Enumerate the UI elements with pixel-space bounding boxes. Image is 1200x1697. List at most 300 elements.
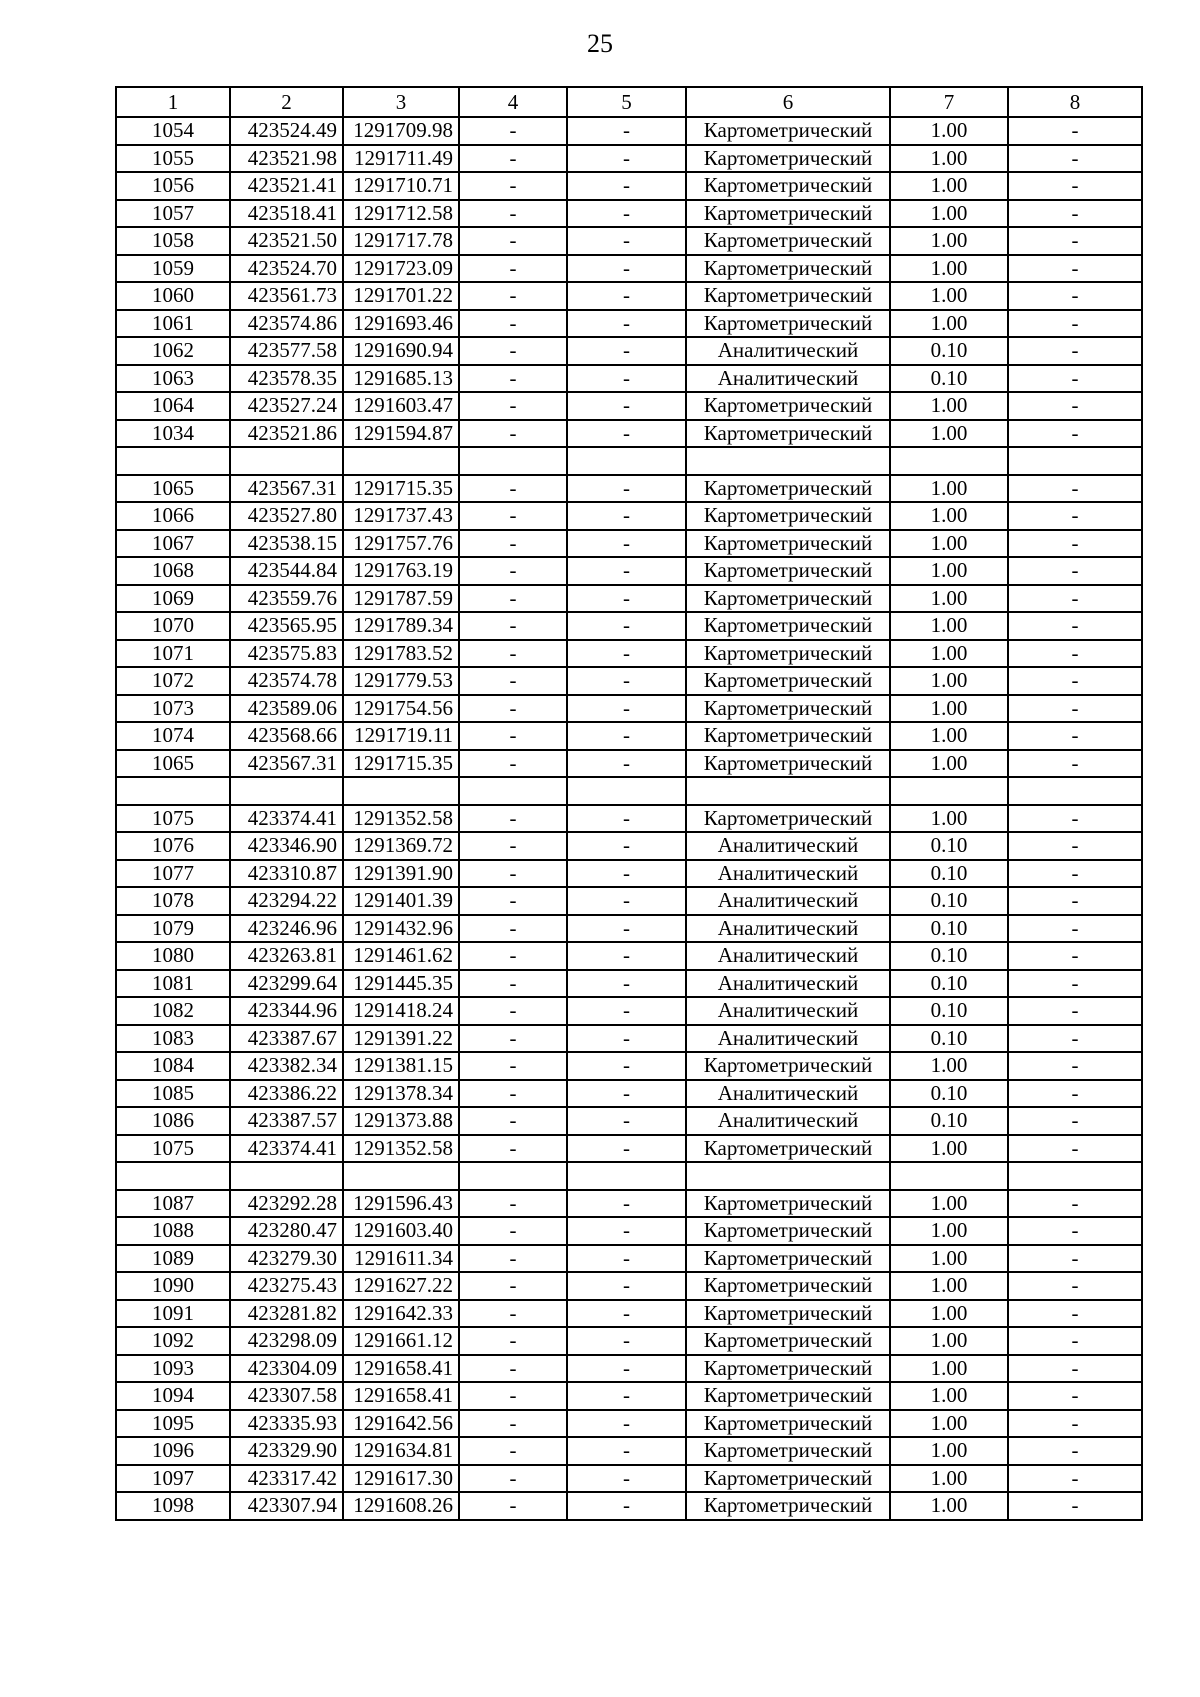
method-cell: Картометрический (686, 392, 890, 420)
accuracy-cell: 1.00 (890, 1245, 1008, 1273)
y-coordinate-cell: 1291715.35 (343, 750, 459, 778)
table-row (116, 227, 1142, 255)
x-coordinate-cell: 423589.06 (230, 695, 343, 723)
method-cell: Аналитический (686, 970, 890, 998)
table-row (116, 1107, 1142, 1135)
method-cell: Картометрический (686, 172, 890, 200)
column-4-value-cell: - (459, 805, 567, 833)
column-8-value-cell: - (1008, 1437, 1142, 1465)
table-row (116, 1382, 1142, 1410)
method-cell (686, 1162, 890, 1190)
y-coordinate-cell: 1291378.34 (343, 1080, 459, 1108)
y-coordinate-cell (343, 1162, 459, 1190)
accuracy-cell: 1.00 (890, 1327, 1008, 1355)
column-5-value-cell: - (567, 667, 686, 695)
point-number-cell: 1072 (116, 667, 230, 695)
accuracy-cell: 1.00 (890, 282, 1008, 310)
column-4-value-cell: - (459, 750, 567, 778)
table-header (116, 87, 1142, 117)
column-4-value-cell: - (459, 1052, 567, 1080)
method-cell: Картометрический (686, 145, 890, 173)
column-8-value-cell: - (1008, 1052, 1142, 1080)
x-coordinate-cell: 423524.70 (230, 255, 343, 283)
column-8-value-cell: - (1008, 117, 1142, 145)
method-cell: Аналитический (686, 997, 890, 1025)
x-coordinate-cell: 423307.58 (230, 1382, 343, 1410)
column-header-7: 7 (890, 87, 1008, 117)
column-5-value-cell: - (567, 255, 686, 283)
point-number-cell: 1061 (116, 310, 230, 338)
method-cell: Картометрический (686, 1382, 890, 1410)
x-coordinate-cell: 423527.24 (230, 392, 343, 420)
column-5-value-cell: - (567, 392, 686, 420)
column-5-value-cell: - (567, 1272, 686, 1300)
y-coordinate-cell: 1291685.13 (343, 365, 459, 393)
y-coordinate-cell: 1291445.35 (343, 970, 459, 998)
x-coordinate-cell: 423567.31 (230, 750, 343, 778)
table-row (116, 805, 1142, 833)
x-coordinate-cell: 423521.86 (230, 420, 343, 448)
method-cell: Картометрический (686, 722, 890, 750)
point-number-cell: 1054 (116, 117, 230, 145)
y-coordinate-cell: 1291608.26 (343, 1492, 459, 1520)
x-coordinate-cell (230, 1162, 343, 1190)
y-coordinate-cell: 1291715.35 (343, 475, 459, 503)
column-4-value-cell: - (459, 667, 567, 695)
point-number-cell: 1060 (116, 282, 230, 310)
accuracy-cell: 0.10 (890, 337, 1008, 365)
column-header-8: 8 (1008, 87, 1142, 117)
point-number-cell: 1081 (116, 970, 230, 998)
x-coordinate-cell: 423279.30 (230, 1245, 343, 1273)
column-8-value-cell: - (1008, 1025, 1142, 1053)
x-coordinate-cell: 423387.67 (230, 1025, 343, 1053)
method-cell: Аналитический (686, 365, 890, 393)
accuracy-cell (890, 447, 1008, 475)
x-coordinate-cell: 423544.84 (230, 557, 343, 585)
x-coordinate-cell: 423575.83 (230, 640, 343, 668)
y-coordinate-cell: 1291709.98 (343, 117, 459, 145)
column-5-value-cell: - (567, 282, 686, 310)
accuracy-cell: 0.10 (890, 887, 1008, 915)
x-coordinate-cell: 423275.43 (230, 1272, 343, 1300)
point-number-cell: 1034 (116, 420, 230, 448)
y-coordinate-cell: 1291596.43 (343, 1190, 459, 1218)
x-coordinate-cell: 423344.96 (230, 997, 343, 1025)
column-4-value-cell: - (459, 860, 567, 888)
x-coordinate-cell: 423346.90 (230, 832, 343, 860)
column-8-value-cell: - (1008, 200, 1142, 228)
column-4-value-cell: - (459, 282, 567, 310)
column-8-value-cell: - (1008, 1190, 1142, 1218)
point-number-cell: 1088 (116, 1217, 230, 1245)
accuracy-cell: 1.00 (890, 667, 1008, 695)
method-cell: Картометрический (686, 1465, 890, 1493)
column-8-value-cell: - (1008, 255, 1142, 283)
y-coordinate-cell: 1291369.72 (343, 832, 459, 860)
x-coordinate-cell: 423307.94 (230, 1492, 343, 1520)
y-coordinate-cell: 1291711.49 (343, 145, 459, 173)
column-5-value-cell: - (567, 695, 686, 723)
y-coordinate-cell: 1291719.11 (343, 722, 459, 750)
column-8-value-cell: - (1008, 310, 1142, 338)
table-row (116, 1410, 1142, 1438)
x-coordinate-cell: 423567.31 (230, 475, 343, 503)
table-body (116, 117, 1142, 1520)
column-8-value-cell (1008, 1162, 1142, 1190)
y-coordinate-cell: 1291373.88 (343, 1107, 459, 1135)
y-coordinate-cell: 1291642.56 (343, 1410, 459, 1438)
y-coordinate-cell: 1291661.12 (343, 1327, 459, 1355)
point-number-cell: 1074 (116, 722, 230, 750)
y-coordinate-cell: 1291611.34 (343, 1245, 459, 1273)
column-5-value-cell (567, 777, 686, 805)
method-cell: Картометрический (686, 1245, 890, 1273)
y-coordinate-cell: 1291757.76 (343, 530, 459, 558)
column-5-value-cell: - (567, 1492, 686, 1520)
point-number-cell: 1080 (116, 942, 230, 970)
point-number-cell: 1068 (116, 557, 230, 585)
table-row (116, 667, 1142, 695)
accuracy-cell: 1.00 (890, 585, 1008, 613)
column-5-value-cell: - (567, 805, 686, 833)
point-number-cell: 1067 (116, 530, 230, 558)
table-row (116, 1162, 1142, 1190)
column-4-value-cell: - (459, 1437, 567, 1465)
point-number-cell: 1066 (116, 502, 230, 530)
point-number-cell: 1084 (116, 1052, 230, 1080)
y-coordinate-cell: 1291754.56 (343, 695, 459, 723)
point-number-cell: 1069 (116, 585, 230, 613)
accuracy-cell: 1.00 (890, 1410, 1008, 1438)
x-coordinate-cell: 423374.41 (230, 1135, 343, 1163)
x-coordinate-cell (230, 447, 343, 475)
point-number-cell: 1087 (116, 1190, 230, 1218)
column-5-value-cell: - (567, 227, 686, 255)
column-5-value-cell: - (567, 887, 686, 915)
column-4-value-cell: - (459, 1025, 567, 1053)
y-coordinate-cell: 1291717.78 (343, 227, 459, 255)
column-8-value-cell: - (1008, 1410, 1142, 1438)
table-row (116, 695, 1142, 723)
point-number-cell: 1086 (116, 1107, 230, 1135)
accuracy-cell: 1.00 (890, 1465, 1008, 1493)
point-number-cell: 1095 (116, 1410, 230, 1438)
column-8-value-cell: - (1008, 750, 1142, 778)
table-row (116, 832, 1142, 860)
method-cell: Картометрический (686, 1272, 890, 1300)
table-row (116, 420, 1142, 448)
column-header-1: 1 (116, 87, 230, 117)
method-cell: Картометрический (686, 1190, 890, 1218)
column-5-value-cell: - (567, 310, 686, 338)
x-coordinate-cell: 423521.50 (230, 227, 343, 255)
point-number-cell: 1073 (116, 695, 230, 723)
point-number-cell: 1078 (116, 887, 230, 915)
column-8-value-cell: - (1008, 1465, 1142, 1493)
column-8-value-cell: - (1008, 1135, 1142, 1163)
accuracy-cell: 1.00 (890, 310, 1008, 338)
column-8-value-cell: - (1008, 502, 1142, 530)
column-4-value-cell: - (459, 585, 567, 613)
table-row (116, 145, 1142, 173)
column-4-value-cell: - (459, 832, 567, 860)
table-row (116, 255, 1142, 283)
accuracy-cell: 1.00 (890, 145, 1008, 173)
point-number-cell: 1070 (116, 612, 230, 640)
point-number-cell: 1063 (116, 365, 230, 393)
column-8-value-cell: - (1008, 970, 1142, 998)
y-coordinate-cell: 1291432.96 (343, 915, 459, 943)
column-8-value-cell: - (1008, 640, 1142, 668)
table-row (116, 970, 1142, 998)
column-8-value-cell: - (1008, 1080, 1142, 1108)
method-cell: Картометрический (686, 1217, 890, 1245)
column-8-value-cell: - (1008, 722, 1142, 750)
x-coordinate-cell: 423518.41 (230, 200, 343, 228)
column-4-value-cell: - (459, 1327, 567, 1355)
x-coordinate-cell: 423577.58 (230, 337, 343, 365)
method-cell: Аналитический (686, 1107, 890, 1135)
column-5-value-cell: - (567, 750, 686, 778)
column-5-value-cell: - (567, 722, 686, 750)
column-5-value-cell: - (567, 970, 686, 998)
x-coordinate-cell: 423374.41 (230, 805, 343, 833)
x-coordinate-cell: 423280.47 (230, 1217, 343, 1245)
y-coordinate-cell: 1291352.58 (343, 805, 459, 833)
accuracy-cell: 0.10 (890, 970, 1008, 998)
column-8-value-cell (1008, 447, 1142, 475)
table-row (116, 282, 1142, 310)
column-4-value-cell: - (459, 997, 567, 1025)
column-4-value-cell: - (459, 695, 567, 723)
x-coordinate-cell: 423329.90 (230, 1437, 343, 1465)
table-row (116, 1135, 1142, 1163)
table-row (116, 337, 1142, 365)
x-coordinate-cell: 423304.09 (230, 1355, 343, 1383)
x-coordinate-cell: 423574.86 (230, 310, 343, 338)
column-5-value-cell: - (567, 1025, 686, 1053)
accuracy-cell: 0.10 (890, 997, 1008, 1025)
column-4-value-cell: - (459, 1135, 567, 1163)
column-8-value-cell: - (1008, 392, 1142, 420)
accuracy-cell (890, 1162, 1008, 1190)
column-4-value-cell: - (459, 502, 567, 530)
y-coordinate-cell: 1291391.22 (343, 1025, 459, 1053)
x-coordinate-cell: 423386.22 (230, 1080, 343, 1108)
column-4-value-cell: - (459, 420, 567, 448)
table-row (116, 1190, 1142, 1218)
accuracy-cell: 1.00 (890, 255, 1008, 283)
column-header-3: 3 (343, 87, 459, 117)
accuracy-cell: 0.10 (890, 915, 1008, 943)
column-4-value-cell: - (459, 612, 567, 640)
table-row (116, 1272, 1142, 1300)
column-8-value-cell: - (1008, 612, 1142, 640)
point-number-cell: 1098 (116, 1492, 230, 1520)
table-row (116, 172, 1142, 200)
column-8-value-cell: - (1008, 557, 1142, 585)
x-coordinate-cell: 423294.22 (230, 887, 343, 915)
column-8-value-cell: - (1008, 667, 1142, 695)
column-4-value-cell: - (459, 887, 567, 915)
column-8-value-cell (1008, 777, 1142, 805)
method-cell: Картометрический (686, 1135, 890, 1163)
method-cell: Картометрический (686, 695, 890, 723)
point-number-cell: 1075 (116, 1135, 230, 1163)
column-5-value-cell: - (567, 832, 686, 860)
accuracy-cell: 0.10 (890, 832, 1008, 860)
point-number-cell: 1055 (116, 145, 230, 173)
x-coordinate-cell: 423574.78 (230, 667, 343, 695)
column-8-value-cell: - (1008, 860, 1142, 888)
table-row (116, 887, 1142, 915)
column-4-value-cell: - (459, 145, 567, 173)
column-4-value-cell: - (459, 722, 567, 750)
column-5-value-cell: - (567, 1052, 686, 1080)
column-4-value-cell: - (459, 337, 567, 365)
method-cell: Аналитический (686, 1080, 890, 1108)
point-number-cell: 1064 (116, 392, 230, 420)
y-coordinate-cell: 1291634.81 (343, 1437, 459, 1465)
method-cell: Картометрический (686, 502, 890, 530)
y-coordinate-cell: 1291787.59 (343, 585, 459, 613)
accuracy-cell: 1.00 (890, 1355, 1008, 1383)
table-row (116, 585, 1142, 613)
table-row (116, 365, 1142, 393)
accuracy-cell: 1.00 (890, 1437, 1008, 1465)
column-4-value-cell: - (459, 310, 567, 338)
y-coordinate-cell: 1291627.22 (343, 1272, 459, 1300)
y-coordinate-cell: 1291701.22 (343, 282, 459, 310)
column-5-value-cell: - (567, 200, 686, 228)
y-coordinate-cell (343, 447, 459, 475)
column-8-value-cell: - (1008, 1300, 1142, 1328)
x-coordinate-cell: 423538.15 (230, 530, 343, 558)
column-4-value-cell: - (459, 1245, 567, 1273)
column-4-value-cell: - (459, 1382, 567, 1410)
method-cell: Картометрический (686, 557, 890, 585)
column-4-value-cell: - (459, 640, 567, 668)
point-number-cell: 1056 (116, 172, 230, 200)
method-cell: Картометрический (686, 667, 890, 695)
x-coordinate-cell: 423521.41 (230, 172, 343, 200)
column-4-value-cell: - (459, 1410, 567, 1438)
column-4-value-cell (459, 447, 567, 475)
accuracy-cell: 1.00 (890, 420, 1008, 448)
point-number-cell: 1091 (116, 1300, 230, 1328)
table-row (116, 117, 1142, 145)
accuracy-cell: 1.00 (890, 392, 1008, 420)
column-8-value-cell: - (1008, 1492, 1142, 1520)
column-5-value-cell: - (567, 640, 686, 668)
accuracy-cell: 1.00 (890, 1190, 1008, 1218)
column-8-value-cell: - (1008, 530, 1142, 558)
column-5-value-cell: - (567, 942, 686, 970)
column-4-value-cell: - (459, 1217, 567, 1245)
column-header-2: 2 (230, 87, 343, 117)
column-8-value-cell: - (1008, 695, 1142, 723)
column-5-value-cell: - (567, 1382, 686, 1410)
column-4-value-cell: - (459, 942, 567, 970)
method-cell: Картометрический (686, 282, 890, 310)
column-header-4: 4 (459, 87, 567, 117)
column-4-value-cell: - (459, 1107, 567, 1135)
x-coordinate-cell: 423387.57 (230, 1107, 343, 1135)
accuracy-cell: 1.00 (890, 640, 1008, 668)
table-row (116, 1052, 1142, 1080)
column-5-value-cell: - (567, 420, 686, 448)
column-5-value-cell: - (567, 1217, 686, 1245)
column-header-5: 5 (567, 87, 686, 117)
x-coordinate-cell: 423292.28 (230, 1190, 343, 1218)
column-4-value-cell: - (459, 255, 567, 283)
table-row (116, 1080, 1142, 1108)
y-coordinate-cell: 1291642.33 (343, 1300, 459, 1328)
table-row (116, 200, 1142, 228)
accuracy-cell: 1.00 (890, 695, 1008, 723)
method-cell: Картометрический (686, 255, 890, 283)
y-coordinate-cell: 1291352.58 (343, 1135, 459, 1163)
method-cell: Картометрический (686, 227, 890, 255)
y-coordinate-cell: 1291658.41 (343, 1382, 459, 1410)
column-8-value-cell: - (1008, 172, 1142, 200)
accuracy-cell: 1.00 (890, 612, 1008, 640)
column-5-value-cell (567, 1162, 686, 1190)
x-coordinate-cell: 423317.42 (230, 1465, 343, 1493)
column-8-value-cell: - (1008, 1382, 1142, 1410)
method-cell: Картометрический (686, 530, 890, 558)
table-row (116, 942, 1142, 970)
method-cell (686, 447, 890, 475)
y-coordinate-cell: 1291763.19 (343, 557, 459, 585)
column-8-value-cell: - (1008, 337, 1142, 365)
accuracy-cell: 1.00 (890, 1382, 1008, 1410)
method-cell: Аналитический (686, 915, 890, 943)
point-number-cell: 1076 (116, 832, 230, 860)
column-8-value-cell: - (1008, 1327, 1142, 1355)
accuracy-cell: 0.10 (890, 1025, 1008, 1053)
point-number-cell: 1059 (116, 255, 230, 283)
accuracy-cell: 1.00 (890, 722, 1008, 750)
point-number-cell: 1094 (116, 1382, 230, 1410)
method-cell: Картометрический (686, 640, 890, 668)
y-coordinate-cell: 1291461.62 (343, 942, 459, 970)
point-number-cell (116, 1162, 230, 1190)
point-number-cell: 1062 (116, 337, 230, 365)
point-number-cell: 1057 (116, 200, 230, 228)
point-number-cell (116, 447, 230, 475)
column-5-value-cell: - (567, 1465, 686, 1493)
column-5-value-cell: - (567, 1410, 686, 1438)
column-5-value-cell: - (567, 1437, 686, 1465)
table-row (116, 392, 1142, 420)
column-4-value-cell: - (459, 392, 567, 420)
x-coordinate-cell: 423310.87 (230, 860, 343, 888)
column-4-value-cell (459, 777, 567, 805)
column-4-value-cell: - (459, 365, 567, 393)
column-5-value-cell: - (567, 1135, 686, 1163)
column-5-value-cell: - (567, 1355, 686, 1383)
point-number-cell: 1058 (116, 227, 230, 255)
x-coordinate-cell (230, 777, 343, 805)
column-4-value-cell: - (459, 530, 567, 558)
column-8-value-cell: - (1008, 420, 1142, 448)
point-number-cell: 1089 (116, 1245, 230, 1273)
y-coordinate-cell: 1291779.53 (343, 667, 459, 695)
table-row (116, 1217, 1142, 1245)
accuracy-cell: 1.00 (890, 1300, 1008, 1328)
